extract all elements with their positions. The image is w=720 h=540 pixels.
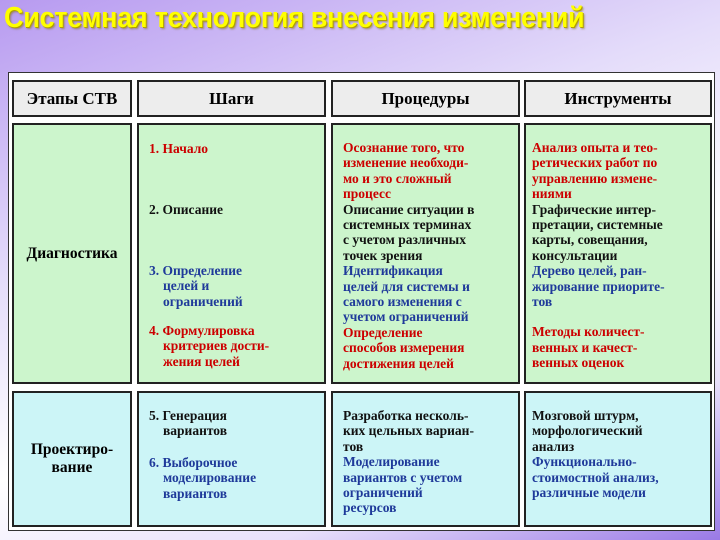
- header-procedures: Процедуры: [331, 80, 520, 117]
- line: системных терминах: [343, 217, 472, 233]
- procedure-6: [343, 454, 514, 516]
- procedure-1: [343, 140, 514, 202]
- tool-1: [532, 140, 706, 202]
- line: 6. Выборочное: [149, 455, 238, 470]
- tool-5: [532, 408, 706, 454]
- step-5: [149, 408, 320, 439]
- line: тов: [532, 294, 553, 310]
- line: тов: [343, 438, 364, 454]
- line: 3. Определение: [149, 263, 243, 278]
- line: 1. Начало: [149, 141, 209, 156]
- step-4: [149, 323, 320, 369]
- line: моделирование: [163, 470, 257, 486]
- procedure-5: [343, 408, 514, 454]
- line: различные модели: [532, 485, 646, 501]
- line: ограничений: [343, 485, 423, 501]
- line: Дерево целей, ран-: [532, 263, 647, 279]
- line: изменение необходи-: [343, 155, 469, 171]
- tool-6: [532, 454, 706, 500]
- tools-cell: [524, 391, 712, 527]
- line: Идентификация: [343, 263, 443, 279]
- stage-diagnostics: Диагностика: [12, 123, 132, 384]
- line: ких цельных вариан-: [343, 423, 474, 439]
- line: ниями: [532, 186, 572, 202]
- line: венных оценок: [532, 355, 625, 371]
- stage-design: [12, 391, 132, 527]
- line: Методы количест-: [532, 324, 645, 340]
- line: вариантов: [163, 485, 228, 501]
- line: учетом ограничений: [343, 309, 469, 325]
- steps-cell: [137, 123, 326, 384]
- line: целей и: [163, 278, 210, 294]
- line: мо и это сложный: [343, 170, 452, 186]
- tool-4: [532, 324, 706, 370]
- header-tools: Инструменты: [524, 80, 712, 117]
- line: ресурсов: [343, 500, 397, 516]
- tools-cell: [524, 123, 712, 384]
- line: способов измерения: [343, 340, 465, 356]
- procedures-cell: [331, 391, 520, 527]
- line: карты, совещания,: [532, 232, 648, 248]
- line: вание: [51, 459, 93, 476]
- steps-cell: [137, 391, 326, 527]
- step-2: [149, 202, 320, 217]
- tool-2: [532, 202, 706, 264]
- line: 2. Описание: [149, 202, 224, 217]
- line: Мозговой штурм,: [532, 408, 639, 423]
- line: Определение: [343, 324, 423, 340]
- line: достижения целей: [343, 355, 454, 371]
- line: 5. Генерация: [149, 408, 227, 423]
- line: Разработка несколь-: [343, 408, 469, 423]
- line: жения целей: [163, 353, 240, 369]
- line: стоимостной анализ,: [532, 469, 659, 485]
- slide-title: Системная технология внесения изменений: [4, 2, 585, 34]
- procedures-cell: [331, 123, 520, 384]
- tool-3: [532, 263, 706, 309]
- line: консультации: [532, 247, 618, 263]
- line: целей для системы и: [343, 278, 470, 294]
- line: Моделирование: [343, 454, 440, 470]
- procedure-2: [343, 202, 514, 264]
- header-stages: Этапы СТВ: [12, 80, 132, 117]
- line: процесс: [343, 186, 391, 202]
- line: управлению измене-: [532, 170, 658, 186]
- line: морфологический: [532, 423, 643, 439]
- line: ретических работ по: [532, 155, 658, 171]
- line: Графические интер-: [532, 201, 656, 217]
- line: вариантов: [163, 423, 228, 439]
- line: вариантов с учетом: [343, 469, 463, 485]
- step-3: [149, 263, 320, 309]
- line: точек зрения: [343, 247, 423, 263]
- step-6: [149, 455, 320, 501]
- line: Осознание того, что: [343, 140, 465, 155]
- line: с учетом различных: [343, 232, 466, 248]
- line: ограничений: [163, 293, 243, 309]
- line: самого изменения с: [343, 294, 462, 310]
- line: Проектиро-: [30, 441, 114, 458]
- line: венных и качест-: [532, 339, 638, 355]
- procedure-4: [343, 325, 514, 371]
- step-1: [149, 141, 320, 156]
- line: Анализ опыта и тео-: [532, 140, 658, 155]
- procedure-3: [343, 263, 514, 325]
- line: жирование приорите-: [532, 278, 665, 294]
- line: Функционально-: [532, 454, 637, 470]
- line: Описание ситуации в: [343, 201, 475, 217]
- line: 4. Формулировка: [149, 323, 255, 338]
- header-steps: Шаги: [137, 80, 326, 117]
- line: анализ: [532, 438, 575, 454]
- line: критериев дости-: [163, 338, 270, 354]
- line: претации, системные: [532, 217, 663, 233]
